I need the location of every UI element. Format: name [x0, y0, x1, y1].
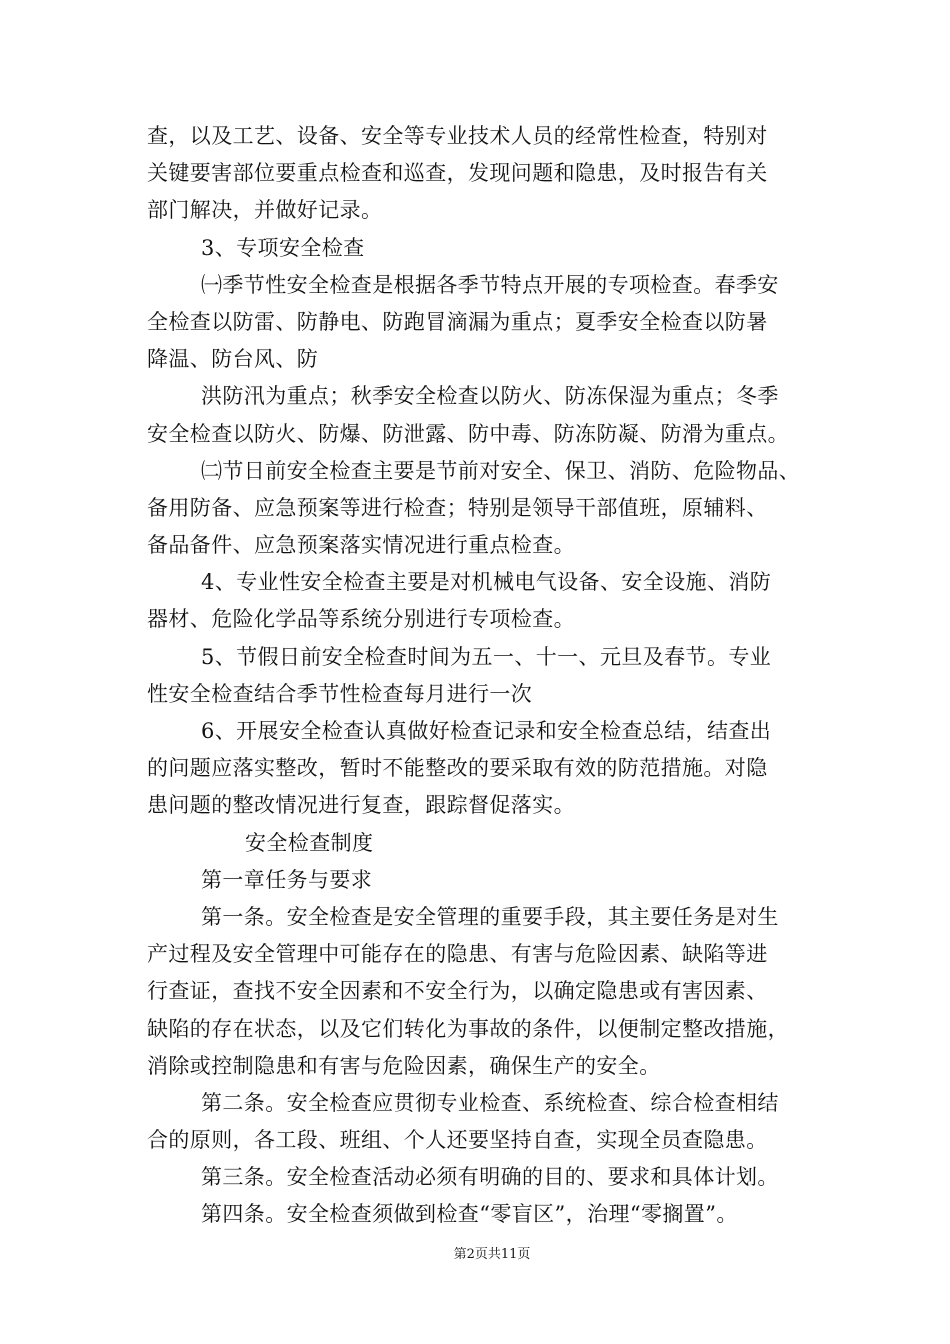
text-line: 器材、危险化学品等系统分别进行专项检查。	[147, 607, 575, 632]
section-heading: 3、专项安全检查	[201, 235, 365, 260]
text-line: 全检查以防雷、防静电、防跑冒滴漏为重点；夏季安全检查以防暑	[147, 309, 768, 334]
document-title: 安全检查制度	[245, 830, 374, 855]
text-line: 备品备件、应急预案落实情况进行重点检查。	[147, 533, 575, 558]
text-line: 的问题应落实整改，暂时不能整改的要采取有效的防范措施。对隐	[147, 756, 768, 781]
text-line: 合的原则，各工段、班组、个人还要坚持自查，实现全员查隐患。	[147, 1128, 768, 1153]
chapter-heading: 第一章任务与要求	[201, 867, 373, 892]
page-number: 第2页共11页	[453, 1247, 531, 1262]
text-line: 4、专业性安全检查主要是对机械电气设备、安全设施、消防	[201, 570, 772, 595]
text-line: 部门解决，并做好记录。	[147, 198, 383, 223]
text-line: 产过程及安全管理中可能存在的隐患、有害与危险因素、缺陷等进	[147, 942, 768, 967]
text-line: 性安全检查结合季节性检查每月进行一次	[147, 681, 533, 706]
text-line: 消除或控制隐患和有害与危险因素，确保生产的安全。	[147, 1053, 661, 1078]
document-body	[147, 118, 817, 1234]
text-line: 关键要害部位要重点检查和巡查，发现问题和隐患，及时报告有关	[147, 161, 768, 186]
text-line: 第四条。安全检查须做到检查“零盲区”，治理“零搁置”。	[201, 1202, 738, 1227]
text-line: 6、开展安全检查认真做好检查记录和安全检查总结，结查出	[201, 719, 772, 743]
text-line: ㈡节日前安全检查主要是节前对安全、保卫、消防、危险物品、	[201, 458, 801, 483]
text-line: 第二条。安全检查应贯彻专业检查、系统检查、综合检查相结	[201, 1090, 779, 1115]
text-line: 第一条。安全检查是安全管理的重要手段，其主要任务是对生	[201, 904, 779, 929]
text-line: 缺陷的存在状态，以及它们转化为事故的条件，以便制定整改措施，	[147, 1016, 789, 1041]
text-line: 患问题的整改情况进行复查，跟踪督促落实。	[147, 793, 575, 818]
text-line: 行查证，查找不安全因素和不安全行为，以确定隐患或有害因素、	[147, 979, 768, 1004]
text-line: 洪防汛为重点；秋季安全检查以防火、防冻保湿为重点；冬季	[201, 384, 779, 409]
text-line: 降温、防台风、防	[147, 347, 319, 372]
text-line: 查，以及工艺、设备、安全等专业技术人员的经常性检查，特别对	[147, 124, 768, 148]
text-line: 安全检查以防火、防爆、防泄露、防中毒、防冻防凝、防滑为重点。	[147, 421, 789, 446]
text-line: ㈠季节性安全检查是根据各季节特点开展的专项检查。春季安	[201, 272, 779, 297]
text-line: 5、节假日前安全检查时间为五一、十一、元旦及春节。专业	[201, 644, 772, 669]
text-line: 第三条。安全检查活动必须有明确的目的、要求和具体计划。	[201, 1165, 779, 1190]
text-line: 备用防备、应急预案等进行检查；特别是领导干部值班，原辅料、	[147, 495, 768, 520]
